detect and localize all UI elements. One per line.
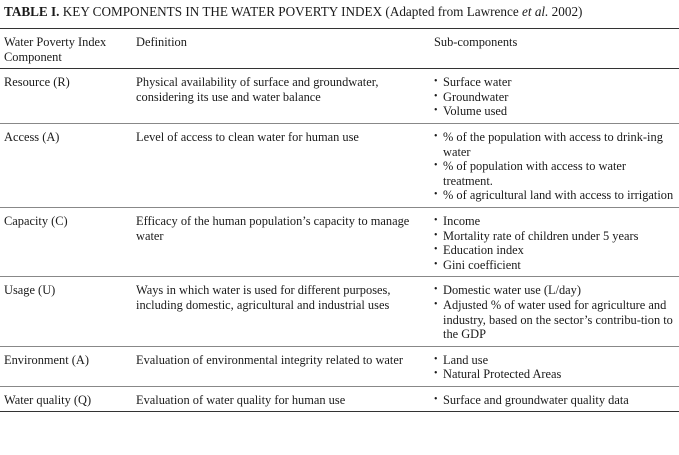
definition-cell: Efficacy of the human population’s capacity to manage water — [136, 213, 410, 243]
subcomponent-item: • Groundwater — [434, 90, 675, 105]
subcomponent-item: • Surface water — [434, 75, 675, 90]
header-definition: Definition — [136, 35, 187, 49]
subcomponent-item: • Land use — [434, 353, 675, 368]
definition-cell: Evaluation of water quality for human use — [136, 392, 346, 407]
table-row — [0, 123, 679, 207]
subcomponent-item: • Mortality rate of children under 5 years — [434, 229, 675, 244]
subcomponent-item: • Surface and groundwater quality data — [434, 393, 675, 408]
definition-cell: Ways in which water is used for different purposes, including domestic, agricultural and industrial uses — [136, 283, 391, 312]
component-cell: Water quality (Q) — [4, 392, 92, 407]
subcomponent-item: • % of population with access to water treatment. — [434, 159, 675, 188]
subcomponent-list — [434, 393, 675, 408]
definition-cell: Evaluation of environmental integrity related to water — [136, 352, 403, 367]
subcomponent-item: • Volume used — [434, 104, 675, 119]
definition-cell: Physical availability of surface and groundwater, considering its use and water balance — [136, 75, 379, 104]
caption-text: KEY COMPONENTS IN THE WATER POVERTY INDEX (Adapted from Lawrence — [59, 4, 522, 19]
subcomponent-item: • % of the population with access to drink-ing water — [434, 130, 675, 159]
subcomponent-item: • Gini coefficient — [434, 258, 675, 273]
component-cell: Capacity (C) — [4, 213, 68, 228]
header-row — [0, 29, 679, 69]
subcomponents-cell — [429, 123, 679, 207]
table-row — [0, 69, 679, 124]
definition-cell: Level of access to clean water for human use — [136, 129, 359, 144]
subcomponent-list — [434, 283, 675, 341]
subcomponent-item: • Income — [434, 214, 675, 229]
subcomponents-cell — [429, 277, 679, 346]
table-body — [0, 69, 679, 412]
component-cell: Environment (A) — [4, 352, 89, 367]
water-poverty-table — [0, 28, 679, 412]
subcomponent-list — [434, 353, 675, 382]
component-cell: Access (A) — [4, 129, 60, 144]
subcomponent-list — [434, 75, 675, 119]
caption-text-end: 2002) — [548, 4, 583, 19]
header-subcomponents: Sub-components — [434, 35, 518, 49]
subcomponents-cell — [429, 69, 679, 124]
subcomponent-item: • Adjusted % of water used for agriculture and industry, based on the sector’s contribu-tion to the GDP — [434, 298, 675, 342]
component-cell: Resource (R) — [4, 75, 70, 90]
subcomponents-cell — [429, 346, 679, 386]
subcomponent-item: • Education index — [434, 243, 675, 258]
header-component: Water Poverty Index Component — [4, 35, 107, 64]
table-row — [0, 207, 679, 276]
table-row — [0, 346, 679, 386]
table-row — [0, 386, 679, 412]
table-caption — [4, 5, 582, 20]
subcomponents-cell — [429, 207, 679, 276]
table-row — [0, 277, 679, 346]
subcomponent-item: • Domestic water use (L/day) — [434, 283, 675, 298]
table-label: TABLE I. — [4, 4, 60, 19]
subcomponent-list — [434, 214, 675, 272]
subcomponents-cell — [429, 386, 679, 412]
subcomponent-item: • % of agricultural land with access to irrigation — [434, 188, 675, 203]
subcomponent-item: • Natural Protected Areas — [434, 367, 675, 382]
subcomponent-list — [434, 130, 675, 203]
component-cell: Usage (U) — [4, 283, 56, 298]
caption-italic: et al. — [522, 4, 549, 19]
